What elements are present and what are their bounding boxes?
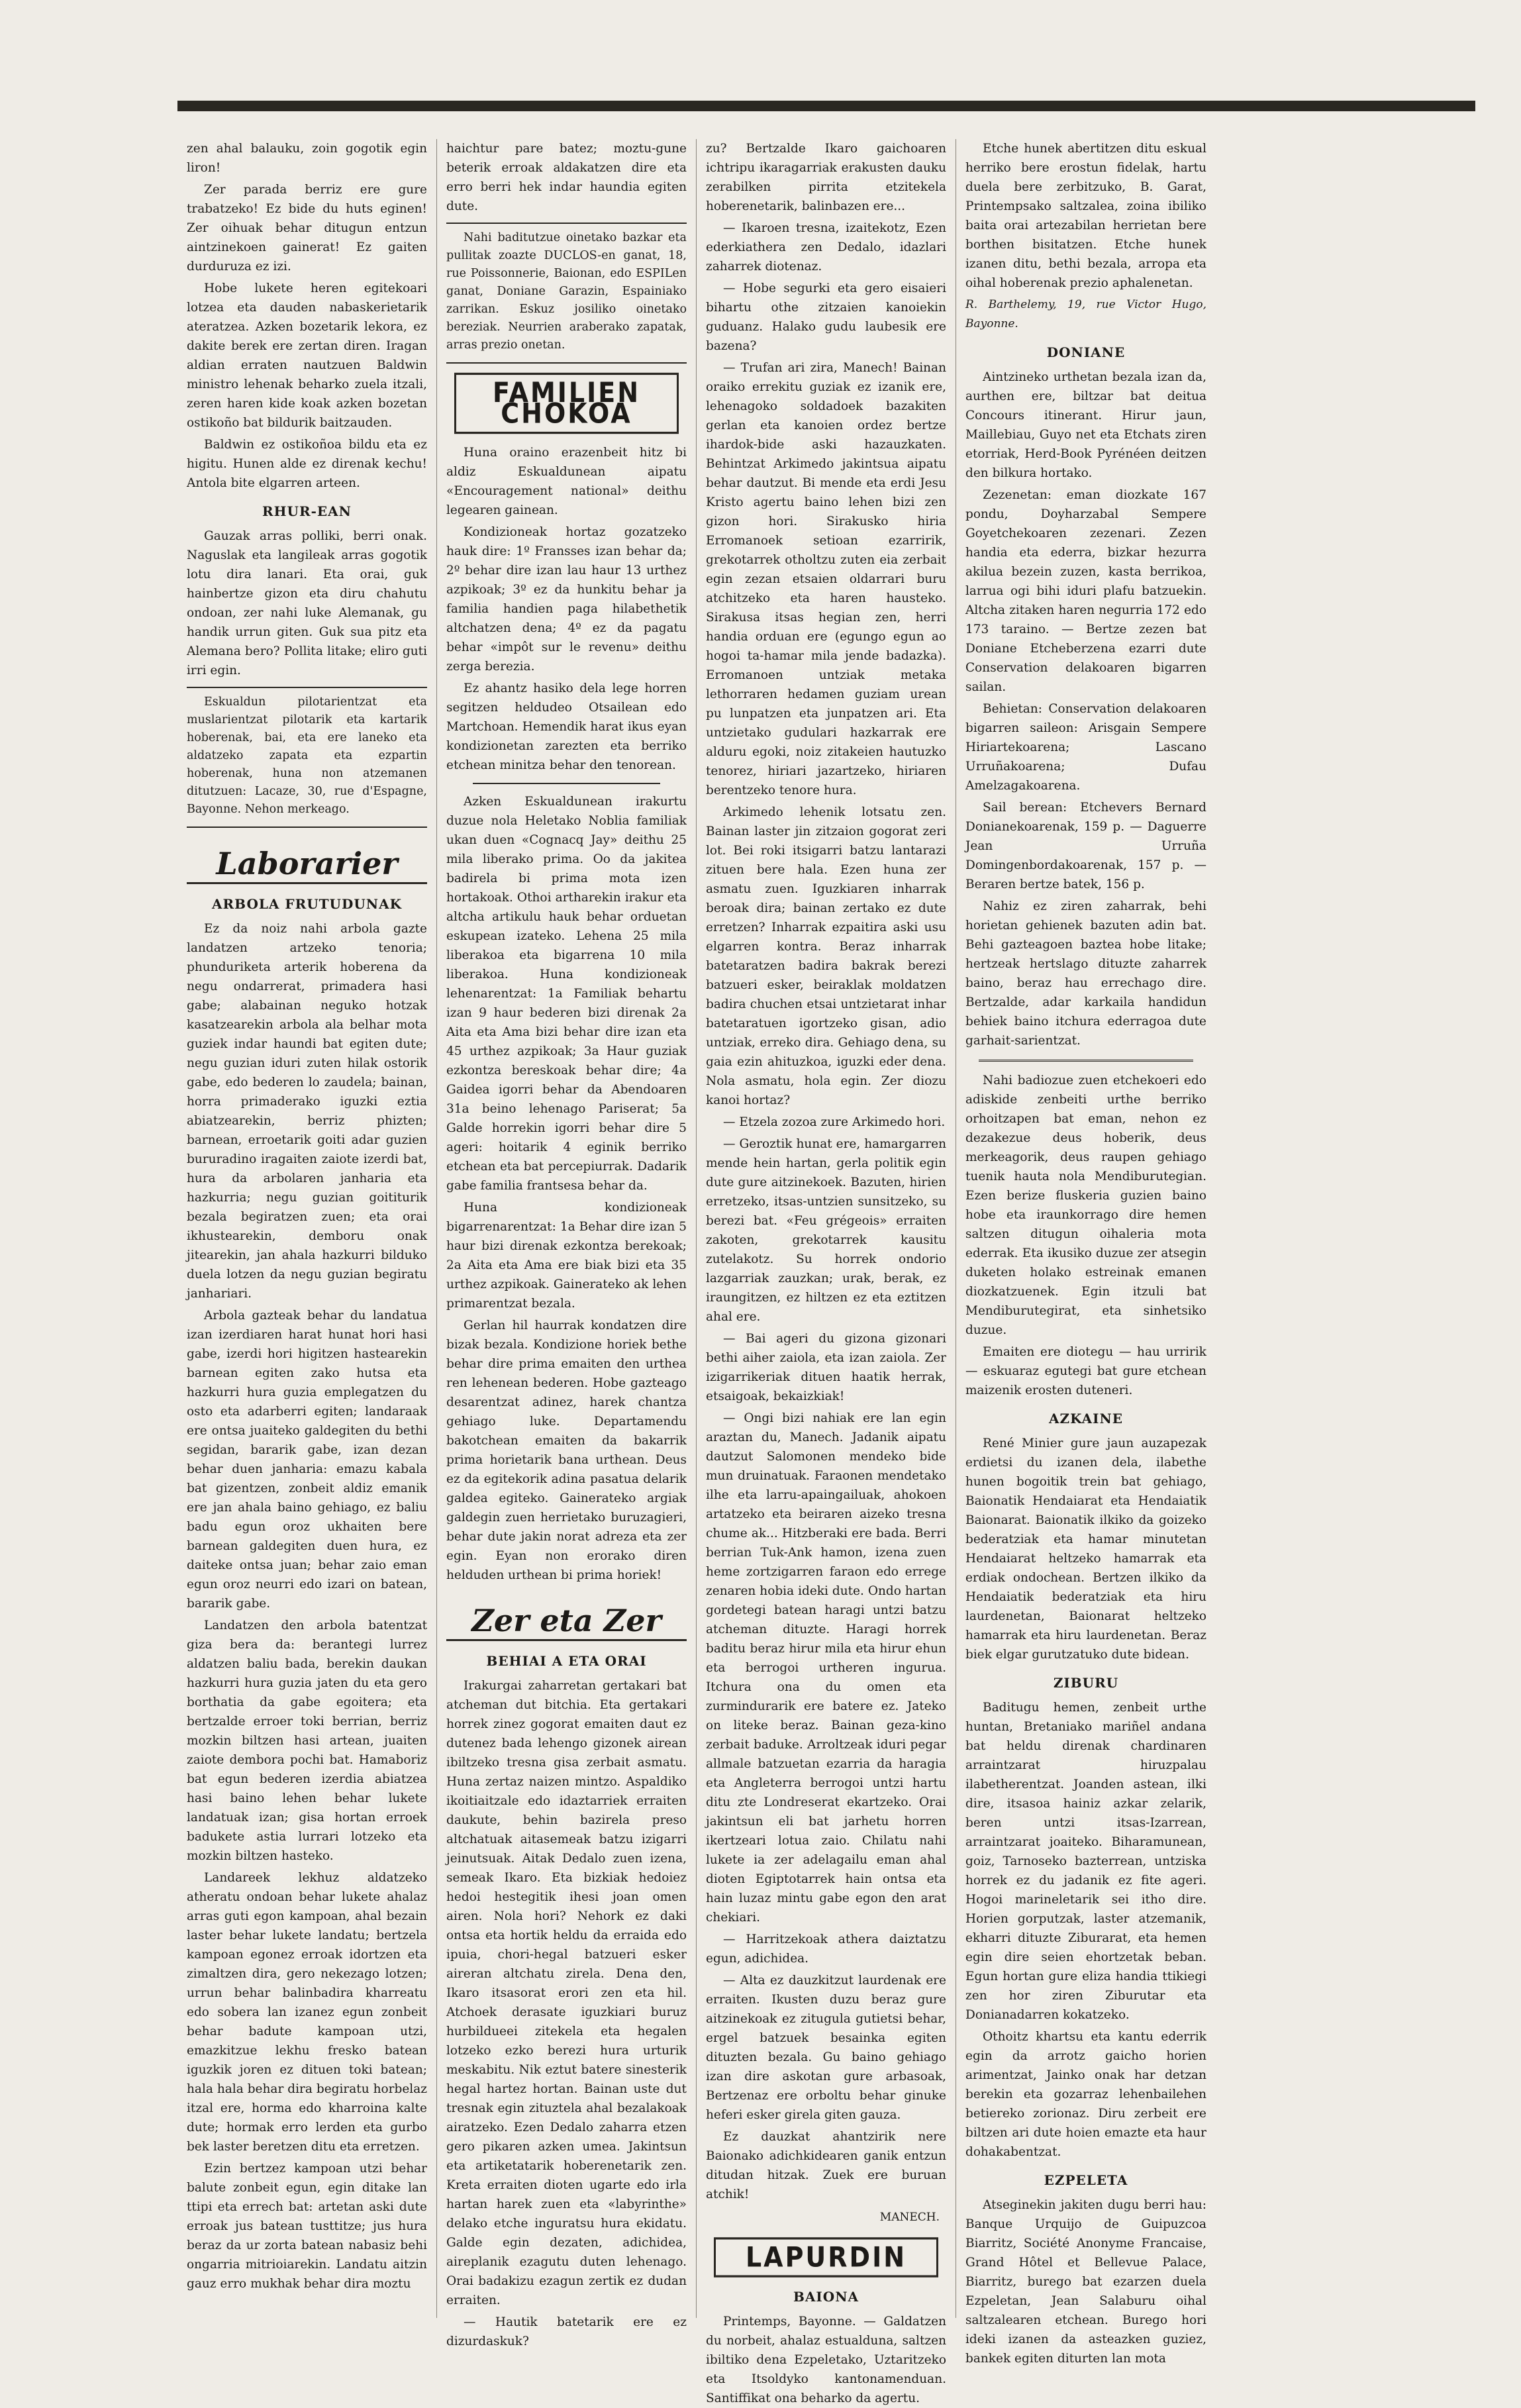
section-heading-ezpeleta: EZPELETA (1044, 2172, 1128, 2188)
col1-paragraph: Zer parada berriz ere gure trabatzeko! Ez bide du huts eginen! Zer oihuak behar ditugun entzun aintzinekoen gainerat! Ez gaiten durduruza ez izi. (187, 183, 427, 274)
col1-paragraph: Hobe lukete heren egitekoari lotzea eta dauden nabaskerietarik ateratzea. Azken bozetarik lekora, ez dakite berek ere zertan diren. Iragan aldian erraten nautzuen Baldwin ministro lehenak beharko zuela itzali, zeren haren kide koak azken bozetan ostikoño bat bildurik baitzauden. (187, 281, 427, 430)
col3-paragraph: — Harritzekoak athera daiztatzu egun, adichidea. (706, 1932, 946, 1966)
col4-paragraph: Othoitz khartsu eta kantu ederrik egin da arrotz gaicho horien arimentzat, Jainko onak har detzan berekin eta gozarraz lehenbailehen betiereko zorionaz. Diru zerbeit ere biltzen ari dute hoien emazte eta haur dohakabentzat. (965, 2030, 1206, 2159)
col4-paragraph: Emaiten ere diotegu — hau urririk — eskuaraz egutegi bat gure etchean maizenik erosten duteneri. (965, 1345, 1206, 1397)
col2-paragraph: — Hautik batetarik ere ez dizurdaskuk? (446, 2315, 687, 2348)
advert-duclos (446, 223, 687, 364)
signature-barthelemy: R. Barthelemy, 19, rue Victor Hugo, Bayonne. (965, 298, 1206, 330)
col2-paragraph: Huna oraino erazenbeit hitz bi aldiz Eskualdunean aipatu «Encouragement national» deithu legearen gainean. (446, 446, 687, 517)
section-heading-rhur: RHUR-EAN (262, 503, 352, 519)
col3-paragraph: — Trufan ari zira, Manech! Bainan oraiko errekitu guziak ez izanik ere, lehenagoko soldadoek bazakiten gerlan eta kanoien ordez bertze ihardok-bide aski hazauzkaten. Behintzat Arkimedo jakintsua aipatu behar dautzut. Bi mende eta erdi Jesu Kristo agertu baino lehen bizi zen gizon hori. Sirakusko hiria Erromanoek setioan ezarririk, grekotarrek otholtzu zuten eia zerbait egin zezan etsaien oldarrari buru atchitzeko eta haren hausteko. Sirakusa itsas hegian zen, herri handia orduan ere (egungo egun ao hogoi ta-hamar mila jende badazka). Erromanoen untziak metaka lethorraren hedamen guziam urean pu lunpatzen eta junpatzen ari. Eta untzietako gudulari hazkarrak ere alduru egoki, noiz zitakeien hautuzko tenorez, hiriari jazartzeko, hiriaren berentzeko tenore hura. (706, 361, 946, 797)
section-banner-lapurdin: LAPURDIN (714, 2237, 938, 2278)
top-rule (177, 101, 1475, 111)
col3-paragraph: — Hobe segurki eta gero eisaieri bihartu othe zitzaien kanoiekin guduanz. Halako gudu laubesik ere bazena? (706, 281, 946, 353)
divider (473, 783, 660, 784)
divider (979, 1060, 1193, 1062)
col2-paragraph: Azken Eskualdunean irakurtu duzue nola Heletako Noblia familiak ukan duen «Cognacq Jay» deithu 25 mila liberako prima. Oo da jakitea badirela bi prima mota izen hortakoak. Othoi artharekin irakur eta altcha artikulu hauk behar orduetan eskupean izateko. Lehena 25 mila liberakoa eta bigarrena 10 mila liberakoa. Huna kondizioneak lehenarentzat: 1a Familiak behartu izan 9 haur bederen bizi direnak 2a Aita eta Ama bizi behar dire izan eta 45 urthez azpikoak; 3a Haur guziak ezkontza bereskoak behar dire; 4a Gaidea igorri behar da Abendoaren 31a beino lehenago Pariserat; 5a Galde horrekin igorri behar dire 5 ageri: hoitarik 4 eginik berriko etchean eta bat percepiurrak. Dadarik gabe familia frantsesa behar da. (446, 795, 687, 1193)
section-title-zer-eta-zer: Zer eta Zer (446, 1602, 687, 1641)
advert-lacaze (187, 687, 427, 828)
col4-paragraph: Nahiz ez ziren zaharrak, behi horietan gehienek bazuten adin bat. Behi gazteagoen baztea hobe litake; hertzeak hertslago dituzte zaharrek baino, beraz hau errechago dire. Bertzalde, adar karkaila handidun behiek baino itchura ederragoa dute garhait-sarientzat. (965, 899, 1206, 1048)
column-4 (956, 139, 1216, 2366)
col1-paragraph: Baldwin ez ostikoñoa bildu eta ez higitu. Hunen alde ez direnak kechu! Antola bite elgarren arteen. (187, 438, 427, 490)
col4-paragraph: Aintzineko urthetan bezala izan da, aurthen ere, biltzar bat deitua Concours itinerant. Hirur jaun, Maillebiau, Guyo net eta Etchats ziren etorriak, Herd-Book Pyrénéen deitzen den bilkura hortako. (965, 370, 1206, 480)
col4-paragraph: Behietan: Conservation delakoaren bigarren saileon: Arisgain Sempere Hiriartekoarena; Lascano Urruñakoarena; Dufau Amelzagakoarena. (965, 702, 1206, 793)
column-3 (697, 139, 956, 2405)
col1-paragraph: Ezin bertzez kampoan utzi behar balute zonbeit egun, egin ditake lan ttipi eta errech bat: artetan aski dute erroak jus batean tusttitze; jus hura beraz da ur zorta batean nabasiz behi ongarria mitrioiarekin. Landatu aitzin gauz erro mukhak behar dira moztu (187, 2162, 427, 2291)
col1-paragraph: Landatzen den arbola batentzat giza bera da: berantegi lurrez aldatzen baliu bada, berekin daukan hazkurri hura guzia jaten du eta gero borthatia da gabe egoitera; eta bertzalde erroer toki berrian, berriz mozkin biltzen hasi artean, juaiten zaiote dembora pochi bat. Hamaboriz bat egun bederen izerdia abiatzea hasi baino lehen behar lukete landatuak izan; gisa hortan erroek badukete astia lurrari lotzeko eta mozkin biltzen hasteko. (187, 1619, 427, 1863)
section-heading-baiona: BAIONA (793, 2289, 859, 2305)
col4-paragraph: Zezenetan: eman diozkate 167 pondu, Doyharzabal Sempere Goyetchekoaren zezenari. Zezen handia eta ederra, bizkar hezurra akilua bezein zuzen, kasta berrikoa, larrua ogi bihi iduri plafu batzuekin. Altcha zitaken haren negurria 172 edo 173 taraino. — Bertze zezen bat Doniane Etcheberzena ezarri dute Conservation delakoaren bigarren sailan. (965, 488, 1206, 694)
col3-paragraph: — Ongi bizi nahiak ere lan egin araztan du, Manech. Jadanik aipatu dautzut Salomonen mendeko bide mun druinatuak. Faraonen mendetako ilhe eta larru-apaingailuak, ahokoen artatzeko eta beiraren aizeko tresna chume ak... Hitzberaki ere bada. Berri berrian Tuk-Ank hamon, izena zuen heme zortzigarren faraon edo errege zenaren hobia ideki dute. Ondo hartan gordetegi batean haragi untzi batzu atcheman dituzte. Haragi horrek baditu beraz hirur mila eta hirur ehun eta berrogoi urtheren ingurua. Itchura ona du omen eta zurmindurarik ere batere ez. Jateko on liteke beraz. Bainan geza-kino zerbait baduke. Arroltzeak iduri pegar allmale batzuetan ezarria da haragia eta Angleterra berrogoi untzi hartu ditu zte Londreserat ekartzeko. Orai jakintsun eli bat jarhetu horren ikertzeari lotua zaio. Chilatu nahi lukete ia zer adelagailu eman ahal dioten Egiptotarrek hain ontsa eta hain luzaz mintu gabe egon den arat chekiari. (706, 1411, 946, 1925)
advert-text: Nahi baditutzue oinetako bazkar eta pullitak zoazte DUCLOS-en ganat, 18, rue Poissonnerie, Baionan, edo ESPILen ganat, Doniane Garazin, Espainiako zarrikan. Eskuz josiliko oinetako bereziak. Neurrien araberako zapatak, arras prezio onetan. (446, 231, 687, 352)
col4-paragraph: Nahi badiozue zuen etchekoeri edo adiskide zenbeiti urthe berriko orhoitzapen bat eman, nehon ez dezakezue deus hoberik, deus merkeagorik, deus raupen gehiago tuenik hauta nola Mendiburutegian. Ezen berize fluskeria guzien baino hobe eta iraunkorrago dire hemen saltzen ditugun oihaleria mota ederrak. Eta ikusiko duzue zer atsegin duketen holako estreinak emanen diozkatzuenek. Egin itzuli bat Mendiburutegirat, eta sinhetsiko duzue. (965, 1074, 1206, 1337)
col2-paragraph: Huna kondizioneak bigarrenarentzat: 1a Behar dire izan 5 haur bizi direnak ezkontza berekoak; 2a Aita eta Ama ere biak bizi eta 35 urthez azpikoak. Gainerateko ak lehen primarentzat bezala. (446, 1201, 687, 1311)
section-heading-ziburu: ZIBURU (1053, 1675, 1119, 1691)
col4-lead: Etche hunek abertitzen ditu eskual herriko bere erostun fidelak, hartu duela bere zerbitzuko, B. Garat, Printempsako saltzalea, zoina ibiliko baita orai artezabilan herrietan bere borthen bisitatzen. Etche hunek izanen ditu, bethi bezala, arropa eta oihal hoberenak prezio aphalenetan. (965, 142, 1206, 290)
section-banner-familien: FAMILIEN CHOKOA (454, 373, 679, 434)
col3-paragraph: — Ikaroen tresna, izaitekotz, Ezen ederkiathera zen Dedalo, idazlari zaharrek diotenaz. (706, 221, 946, 274)
col1-paragraph: Landareek lekhuz aldatzeko atheratu ondoan behar lukete ahalaz arras guti egon kampoan, ahal bezain laster behar lukete landatu; bertzela kampoan egonez erroak idortzen eta zimaltzen dira, gero nekezago lotzen; urrun behar balinbadira kharreatu edo sobera lan izanez egun zonbeit behar badute kampoan utzi, emazkitzue lekhu fresko batean iguzkik joren ez dituen toki batean; hala hala behar dira begiratu horbelaz itzal ere, horma edo kharroina kalte dute; hormak erro lerden eta gurbo bek laster beretzen ditu eta erretzen. (187, 1871, 427, 2154)
col2-paragraph: Kondizioneak hortaz gozatzeko hauk dire: 1º Fransses izan behar da; 2º behar dire izan lau haur 13 urthez azpikoak; 3º ez da hunkitu behar ja familia handien paga hilabethetik altchatzen dena; 4º ez da pagatu behar «impôt sur le revenu» deithu zerga berezia. (446, 525, 687, 674)
col1-paragraph: Ez da noiz nahi arbola gazte landatzen artzeko tenoria; phunduriketa arterik hoberena da negu ondarrerat, primadera hasi gabe; alabainan neguko hotzak kasatzearekin arbola ala belhar mota guziek indar haundi bat egiten dute; negu guzian iduri zuten hilak ostorik gabe, edo bederen lo zaudela; bainan, horra primaderako iguzki eztia abiatzearekin, berriz phizten; barnean, erroetarik goiti adar guzien bururadino iragaiten zaiote izerdi bat, hura da arbolaren janharia eta hazkurria; negu guzian goititurik bezala begiratzen zuen; eta orai ikhustearekin, demboru onak jitearekin, jan ahala hazkurri bilduko duela lotzen da negu guzian begiratu janhariari. (187, 922, 427, 1301)
columns (177, 139, 1475, 2405)
col2-lead: haichtur pare batez; moztu-gune beterik erroak aldakatzen dire eta erro berri hek indar haundia egiten dute. (446, 142, 687, 213)
col1-lead: zen ahal balauku, zoin gogotik egin liron! (187, 142, 427, 175)
col4-paragraph: Atseginekin jakiten dugu berri hau: Banque Urquijo de Guipuzcoa Biarritz, Société Anonyme Francaise, Grand Hôtel et Bellevue Palace, Biarritz, burego bat ezarzen duela Ezpeletan, Jean Salaburu oihal saltzalearen etchean. Burego hori ideki izanen da asteazken guziez, bankek egiten diturten lan mota (965, 2198, 1206, 2366)
section-heading-doniane: DONIANE (1046, 344, 1126, 360)
col4-paragraph: Baditugu hemen, zenbeit urthe huntan, Bretaniako mariñel andana bat heldu direnak chardinaren arraintzarat hiruzpalau ilabetherentzat. Joanden astean, ilki dire, itsasoa hainiz azkar zelarik, beren untzi itsas-Izarrean, arraintzarat joaiteko. Biharamunean, goiz, Tarnoseko bazterrean, untziska horrek ez du jadanik ez fite ageri. Hogoi marineletarik sei itho dire. Horien gorputzak, laster atzemanik, ekharri dituzte Ziburarat, eta hemen egin dire seien ehortzetak beban. Egun hortan gure eliza handia ttikiegi zen hor ziren Ziburutar eta Donianadarren kokatzeko. (965, 1701, 1206, 2022)
col3-paragraph: Printemps, Bayonne. — Galdatzen du norbeit, ahalaz estualduna, saltzen ibiltiko dena Ezpeletako, Uztaritzeko eta Itsoldyko kantonamenduan. Santiffikat ona beharko da agertu. (706, 2315, 946, 2405)
col4-paragraph: Sail berean: Etchevers Bernard Donianekoarenak, 159 p. — Daguerre Jean Urruña Domingenbordakoarenak, 157 p. — Beraren bertze batek, 156 p. (965, 801, 1206, 891)
col3-paragraph: — Bai ageri du gizona gizonari bethi aiher zaiola, eta izan zaiola. Zer izigarrikeriak dituen haatik herrak, etsaigoak, bekaizkiak! (706, 1332, 946, 1403)
section-heading-arbola: ARBOLA FRUTUDUNAK (212, 896, 402, 912)
col2-paragraph: Irakurgai zaharretan gertakari bat atcheman dut bitchia. Eta gertakari horrek zinez gogorat emaiten daut ez dutenez bada lehengo gizonek airean ibiltzeko tresna gisa zerbait asmatu. Huna zertaz naizen mintzo. Aspaldiko ikoitiaitzale edo idaztarriek erraiten daukute, behin bazirela preso altchatuak aitasemeak batzu izigarri jeinutsuak. Aitak Dedalo zuen izena, semeak Ikaro. Eta bizkiak hedoiez hedoi hestegitik ihesi joan omen airen. Nola hori? Nehork ez daki ontsa eta hortik heldu da erraida edo ipuia, chori-hegal batzueri esker aireran altchatu zirela. Dena den, Ikaro itsasorat erori zen eta hil. Atchoek derasate iguzkiari buruz hurbildueei zitekela eta hegalen lotzeko ezko berezi hura urturik meskabitu. Nik eztut batere sinesterik hegal hartez hortan. Bainan uste dut tresnak egin zituztela ahal bezalakoak airatzeko. Ezen Dedalo zaharra etzen gero pikaren azken umea. Jakintsun eta artiketatarik hoberenetarik zen. Kreta erraiten dioten ugarte edo irla hartan harek zuen eta «labyrinthe» delako etche inguratsu hura ekidatu. Galde egin dezaten, adichidea, aireplanik ezagutu duten lehenago. Orai badakizu ezagun zertik ez dudan erraiten. (446, 1679, 687, 2307)
section-title-laborarier: Laborarier (187, 845, 427, 884)
col3-paragraph: Ez dauzkat ahantzirik nere Baionako adichkidearen ganik entzun ditudan hitzak. Zuek ere buruan atchik! (706, 2130, 946, 2201)
section-heading-behiala: BEHIAI A ETA ORAI (486, 1653, 647, 1669)
column-2 (437, 139, 697, 2348)
col3-paragraph: — Geroztik hunat ere, hamargarren mende hein hartan, gerla politik egin dute gure aitzinekoek. Bazuten, hirien erretzeko, itsas-untzien sunsitzeko, su berezi bat. «Feu grégeois» erraiten zakoten, grekotarrek kausitu zutelakotz. Su horrek ondorio lazgarriak zauzkan; urak, berak, ez iraungitzen, ez hiltzen ez eta eztitzen ahal ere. (706, 1137, 946, 1324)
section-heading-azkaine: AZKAINE (1048, 1411, 1124, 1427)
column-1 (177, 139, 437, 2318)
advert-text: Eskualdun pilotarientzat eta muslarientzat pilotarik eta kartarik hoberenak, bai, eta ere laneko eta aldatzeko zapata eta ezpartin hoberenak, huna non atzemanen ditutzuen: Lacaze, 30, rue d'Espagne, Bayonne. Nehon merkeago. (187, 695, 427, 816)
col2-paragraph: Ez ahantz hasiko dela lege horren segitzen heldudeo Otsailean edo Martchoan. Hemendik harat ikus eyan kondizionetan zarezten eta berriko etchean minitza behar den tenorean. (446, 681, 687, 772)
col3-paragraph: Arkimedo lehenik lotsatu zen. Bainan laster jin zitzaion gogorat zeri lot. Bei roki itsigarri batzu lantarazi zituen bere hala. Ezen huna zer asmatu zuen. Iguzkiaren inharrak beroak dira; bainan zertako ez dute erretzen? Inharrak ezpaitira aski usu elgarren kontra. Beraz inharrak batetaratzen badira bakrak berezi batzueri esker, beiraklak moldatzen badira chuchen etsai untzietarat inhar batetaratuen igortzeko gisan, adio untziak, erreko dira. Gehiago dena, su gaia ezin ahituzkoa, iguzki eder dena. Nola asmatu, hola egin. Zer diozu kanoi hortaz? (706, 805, 946, 1107)
col2-paragraph: Gerlan hil haurrak kondatzen dire bizak bezala. Kondizione horiek bethe behar dire prima emaiten den urthea ren lehenean bederen. Hobe gazteago desarentzat adinez, harek chantza gehiago luke. Departamendu bakotchean emaiten da bakarrik prima horietarik bana urthean. Deus ez da egitekorik adina pasatua delarik galdea egiteko. Gainerateko argiak galdegin zuen herrietako buruzagieri, behar dute jakin norat adreza eta zer egin. Eyan non erorako diren helduden urthean bi prima horiek! (446, 1319, 687, 1582)
col3-lead: zu? Bertzalde Ikaro gaichoaren ichtripu ikaragarriak erakusten dauku zerabilken pirrita etzitekela hoberenetarik, balinbazen ere... (706, 142, 946, 213)
signature-manech: MANECH. (879, 2211, 940, 2224)
col3-paragraph: — Etzela zozoa zure Arkimedo hori. (723, 1115, 946, 1129)
col1-paragraph: Arbola gazteak behar du landatua izan izerdiaren harat hunat hori hasi gabe, izerdi hori higitzen hastearekin barnean egiten zako hutsa eta hazkurri hura guzia emplegatzen du osto eta adarberri egiten; landaraak ere ontsa juaiteko galdegiten du bethi segidan, bararik gabe, izan dezan behar duen janharia: emazu kabala bat gizentzen, zonbeit aldiz emanik ere jan ahala baino gehiago, ez baliu badu egun oroz ukhaiten bere barnean galdegiten duen hura, ez daiteke ontsa juan; behar zaio eman egun oroz neurri edo izari on batean, bararik gabe. (187, 1309, 427, 1611)
col4-paragraph: René Minier gure jaun auzapezak erdietsi du izanen dela, ilabethe hunen bogoitik trein bat gehiago, Baionatik Hendaiarat eta Hendaiatik Baionarat. Baionatik ilkiko da goizeko bederatziak eta hamar minutetan Hendaiarat heltzeko hamarrak eta erdiak ondochean. Bertzen ilkiko da Hendaiatik bederatziak eta hiru laurdenetan, Baionarat heltzeko hamarrak eta hiru laurdenetan. Beraz biek elgar gurutzatuko dute bidean. (965, 1436, 1206, 1662)
col1-paragraph: Gauzak arras polliki, berri onak. Naguslak eta langileak arras gogotik lotu dira lanari. Eta orai, guk hainbertze gizon eta diru chahutu ondoan, zer nahi luke Alemanak, gu handik urrun giten. Guk sua pitz eta Alemana bero? Pollita litake; eliro guti irri egin. (187, 529, 427, 677)
col3-paragraph: — Alta ez dauzkitzut laurdenak ere erraiten. Ikusten duzu beraz gure aitzinekoak ez zitugula gutietsi behar, ergel batzuek besainka egiten dituzten bezala. Gu baino gehiago izan dire askotan gure arbasoak, Bertzenaz ere orboltu behar ginuke heferi esker girela giten gauza. (706, 1974, 946, 2122)
